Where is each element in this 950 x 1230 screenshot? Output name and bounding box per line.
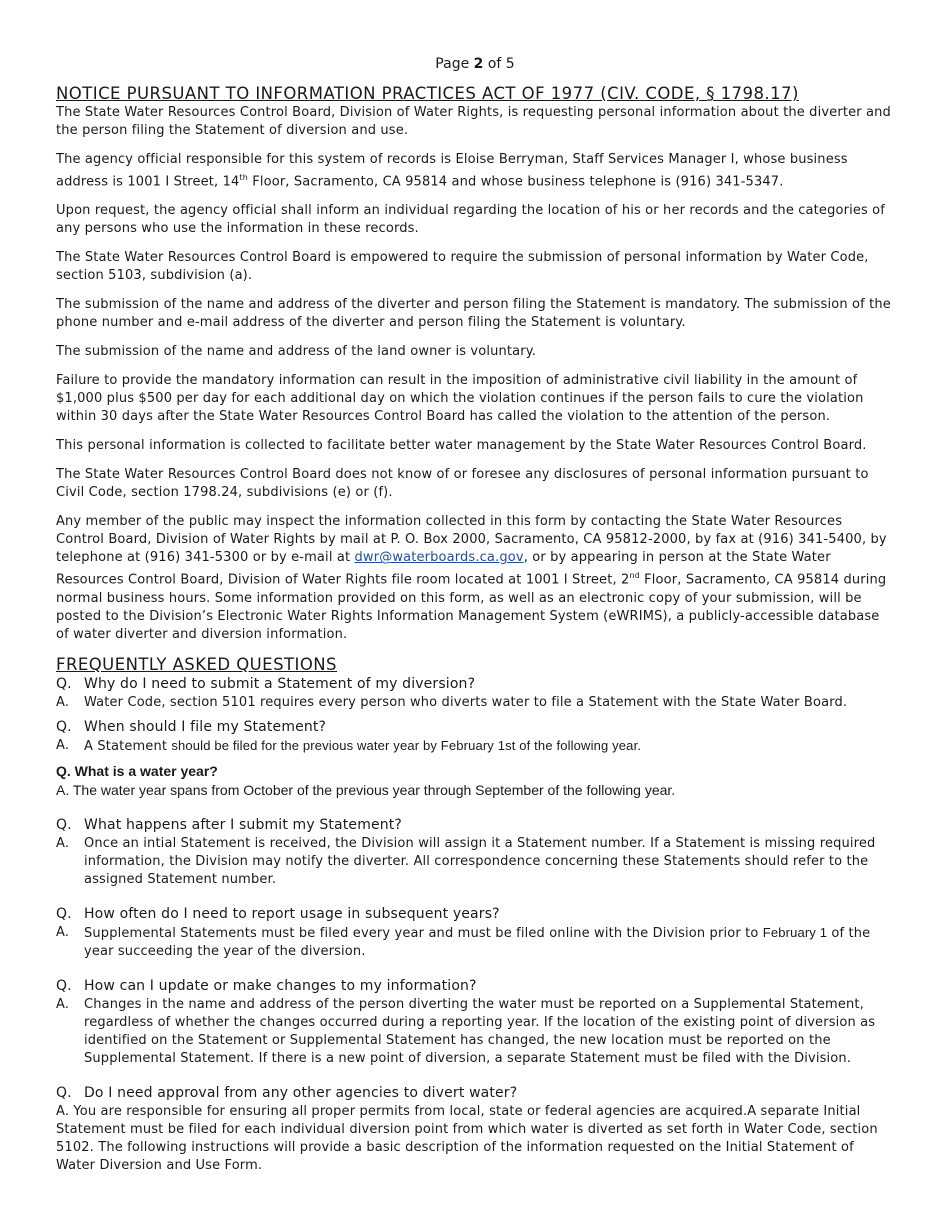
answer-text xyxy=(84,924,894,961)
notice-paragraph-1: The State Water Resources Control Board, Division of Water Rights, is requesting personal information about the diverter and the person filing the Statement of diversion and use. xyxy=(56,105,891,138)
faq-question-7 xyxy=(56,1084,894,1103)
q-label: Q. xyxy=(56,718,72,735)
q-label: Q. xyxy=(56,816,72,833)
answer-text-b: should be filed for the previous water year by February 1st of the following year. xyxy=(171,737,642,753)
question-text: What happens after I submit my Statement? xyxy=(84,816,402,833)
answer-text: A. You are responsible for ensuring all proper permits from local, state or federal agencies are acquired.A separate Initial Statement must be filed for each individual diversion point from which water is diverted as set forth in Water Code, section 5102. The following instructions will provide a basic description of the information requested on the Initial Statement of Water Diversion and Use Form. xyxy=(56,1103,878,1173)
email-link[interactable]: dwr@waterboards.ca.gov xyxy=(354,550,524,566)
page-number xyxy=(56,56,894,76)
answer-text: Water Code, section 5101 requires every person who diverts water to file a Statement with the State Water Board. xyxy=(84,694,848,710)
faq-question-3: Q. What is a water year? xyxy=(56,762,218,779)
faq-answer-1 xyxy=(56,694,894,712)
faq-question-4 xyxy=(56,816,894,835)
p10-superscript: nd xyxy=(629,571,640,581)
notice-paragraph-7: Failure to provide the mandatory information can result in the imposition of administrative civil liability in the amount of $1,000 plus $500 per day for each additional day on which the violation continues if the person fails to cure the violation within 30 days after the State Water Resources Control Board has called the violation to the attention of the person. xyxy=(56,373,864,425)
a-label: A. xyxy=(56,694,70,710)
q-label: Q. xyxy=(56,977,72,994)
p2-text-b: Floor, Sacramento, CA 95814 and whose business telephone is (916) 341-5347. xyxy=(247,174,784,190)
answer-text-b: February 1 xyxy=(762,924,828,940)
notice-paragraph-6: The submission of the name and address of the land owner is voluntary. xyxy=(56,344,537,360)
p10-text-c: Floor, Sacramento, CA 95814 during normal business hours. Some information provided on this form, as well as an electronic copy of your submission, will be posted to the Division’s Electronic Water Rights Information Management System (eWRIMS), a publicly-accessible database of water diverter and diversion information. xyxy=(56,572,887,642)
p2-text-a: The agency official responsible for this system of records is Eloise Berryman, Staff Services Manager I, whose business address is 1001 I Street, 14 xyxy=(56,152,848,190)
faq-question-6 xyxy=(56,977,894,996)
q-label: Q. xyxy=(56,675,72,692)
notice-paragraph-3: Upon request, the agency official shall inform an individual regarding the location of his or her records and the categories of any persons who use the information in these records. xyxy=(56,203,886,237)
q-label: Q. xyxy=(56,1084,72,1101)
answer-text-a: A Statement xyxy=(84,738,172,754)
faq-heading: FREQUENTLY ASKED QUESTIONS xyxy=(56,654,337,674)
p2-superscript: th xyxy=(239,173,248,182)
faq-answer-5 xyxy=(56,924,894,961)
faq-question-2 xyxy=(56,718,894,737)
notice-heading: NOTICE PURSUANT TO INFORMATION PRACTICES ACT OF 1977 (CIV. CODE, § 1798.17) xyxy=(56,84,799,103)
faq-answer-7 xyxy=(56,1103,894,1175)
notice-paragraph-5: The submission of the name and address of the diverter and person filing the Statement is mandatory. The submission of the phone number and e-mail address of the diverter and person filing the Statement is voluntary. xyxy=(56,297,891,331)
answer-text: Once an intial Statement is received, the Division will assign it a Statement number. If a Statement is missing required information, the Division may notify the diverter. All correspondence concerning these Statements should refer to the assigned Statement number. xyxy=(84,835,876,887)
a-label: A. xyxy=(56,737,70,753)
faq-answer-2 xyxy=(56,737,894,756)
faq-answer-6 xyxy=(56,996,894,1068)
notice-paragraph-10 xyxy=(56,513,894,643)
answer-text-a: Supplemental Statements must be filed every year and must be filed online with the Division prior to xyxy=(84,925,763,941)
faq-answer-4 xyxy=(56,835,894,889)
faq-question-5 xyxy=(56,905,894,924)
p10-text-a: Any member of the public may inspect the information collected in this form by contacting the State Water Resources Control Board, Division of Water Rights by mail at P. O. Box 2000, Sacramento, CA 95812-2000, by fax at (916) 341-5400, by telephone at (916) 341-5300 or by e-mail at xyxy=(56,514,887,566)
question-text: How can I update or make changes to my information? xyxy=(84,977,477,994)
a-label: A. xyxy=(56,996,70,1012)
faq-question-1 xyxy=(56,675,894,694)
q-label: Q. xyxy=(56,905,72,922)
page-current: 2 xyxy=(473,56,484,72)
notice-paragraph-9: The State Water Resources Control Board does not know of or foresee any disclosures of personal information pursuant to Civil Code, section 1798.24, subdivisions (e) or (f). xyxy=(56,467,869,501)
notice-paragraph-8: This personal information is collected to facilitate better water management by the State Water Resources Control Board. xyxy=(56,438,867,454)
question-text: When should I file my Statement? xyxy=(84,718,327,735)
answer-text xyxy=(84,737,641,756)
document-page xyxy=(56,0,894,1175)
a-label: A. xyxy=(56,835,70,851)
answer-text-c: of the year succeeding the year of the diversion. xyxy=(84,925,871,959)
page-prefix: Page xyxy=(435,56,474,72)
p10-text-b: , or by appearing in person at the State Water Resources Control Board, Division of Water Rights file room located at 1001 I Street, 2 xyxy=(56,550,831,588)
question-text: How often do I need to report usage in subsequent years? xyxy=(84,905,500,922)
question-text: Do I need approval from any other agencies to divert water? xyxy=(84,1084,518,1101)
question-text: Why do I need to submit a Statement of my diversion? xyxy=(84,675,476,692)
answer-text: Changes in the name and address of the person diverting the water must be reported on a Supplemental Statement, regardless of whether the changes occurred during a reporting year. If the location of the existing point of diversion as identified on the Statement or Supplemental Statement has changed, the new location must be reported on the Supplemental Statement. If there is a new point of diversion, a separate Statement must be filed with the Division. xyxy=(84,996,876,1066)
faq-answer-3: A. The water year spans from October of the previous year through September of the following year. xyxy=(56,781,676,798)
a-label: A. xyxy=(56,924,70,940)
notice-paragraph-4: The State Water Resources Control Board is empowered to require the submission of personal information by Water Code, section 5103, subdivision (a). xyxy=(56,250,869,284)
page-total: of 5 xyxy=(483,56,515,72)
notice-paragraph-2 xyxy=(56,151,894,191)
